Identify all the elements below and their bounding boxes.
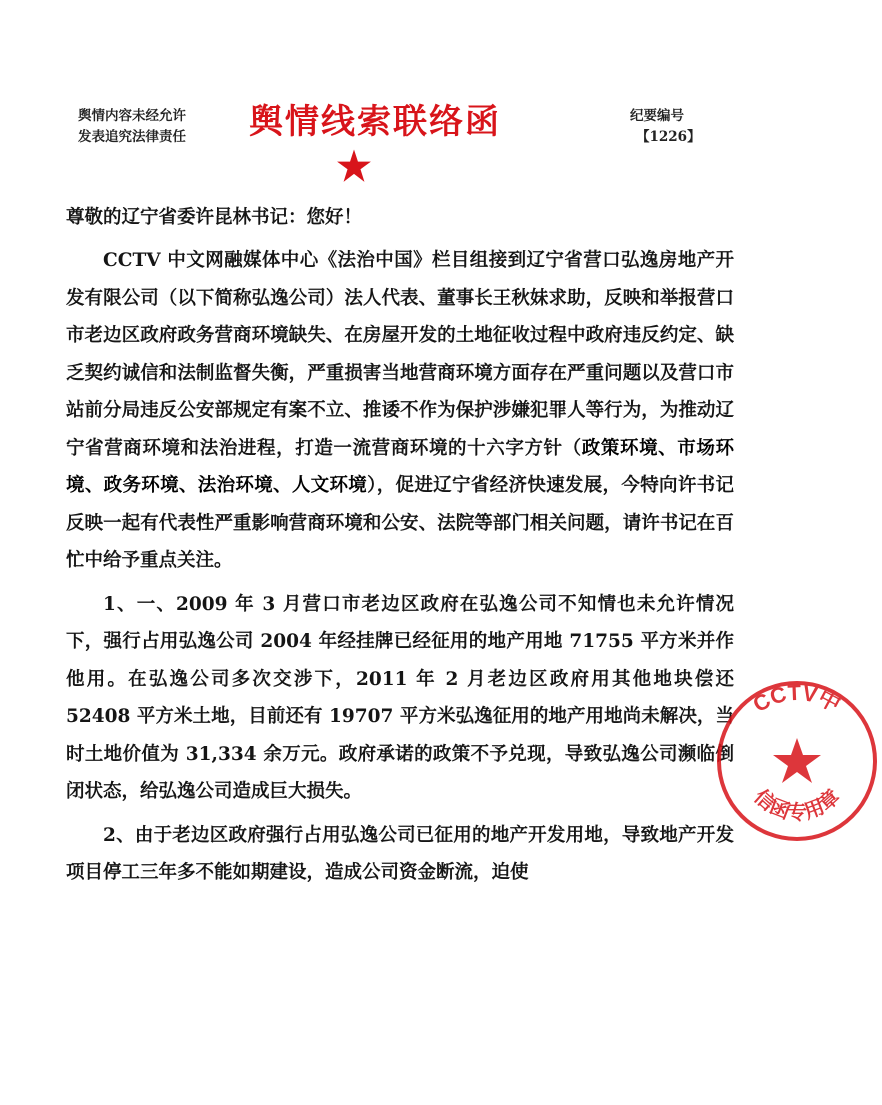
paragraph-3: 2、由于老边区政府强行占用弘逸公司已征用的地产开发用地，导致地产开发项目停工三年多不能如期建设，造成公司资金断流，迫使: [66, 824, 734, 883]
seal-top-text: CCTV中: [748, 679, 845, 718]
paragraph-1: [66, 242, 734, 580]
serial-number: 【1226】: [636, 129, 701, 145]
letter-body: [66, 200, 734, 892]
red-star-icon: [336, 148, 372, 184]
svg-text:CCTV中: [748, 680, 844, 717]
copyright-notice: [78, 106, 223, 148]
paragraph-1-part-b: ），促进辽宁省经济快速发展，今特向许书记反映一起有代表性严重影响营商环境和公安、法院等部门相关问题，请许书记在百忙中给予重点关注。: [66, 475, 734, 571]
greeting: 尊敬的辽宁省委许昆林书记：您好！: [66, 207, 363, 228]
sixteen-character-policy: 政策环境、市场环境、政务环境、法治环境、人文环境: [66, 437, 734, 496]
seal-star-icon: [773, 738, 821, 783]
paragraph-1-part-a: CCTV 中文网融媒体中心《法治中国》栏目组接到辽宁省营口弘逸房地产开发有限公司（以下简称弘逸公司）法人代表、董事长王秋妹求助，反映和举报营口市老边区政府政务营商环境缺失、在房屋开发的土地征收过程中政府违反约定、缺乏契约诚信和法制监督失衡，严重损害当地营商环境方面存在严重问题以及营口市站前分局违反公安部规定有案不立、推诿不作为保护涉嫌犯罪人等行为，为推动辽宁省营商环境和法治进程，打造一流营商环境的十六字方针（: [66, 250, 734, 459]
official-seal: [712, 676, 882, 846]
notice-line-1: 舆情内容未经允许: [78, 108, 186, 124]
notice-line-2: 发表追究法律责任: [78, 129, 186, 145]
seal-bottom-text: 信函专用章: [749, 784, 845, 824]
serial-block: [630, 106, 730, 148]
paragraph-2: 1、一、2009 年 3 月营口市老边区政府在弘逸公司不知情也未允许情况下，强行占用弘逸公司 2004 年经挂牌已经征用的地产用地 71755 平方米并作他用。在弘逸公司多次交涉下，2011 年 2 月老边区政府用其他地块偿还 52408 平方米土地，目前还有 19707 平方米弘逸征用的地产用地尚未解决，当时土地价值为 31,334 余万元。政府承诺的政策不予兑现，导致弘逸公司濒临倒闭状态，给弘逸公司造成巨大损失。: [66, 593, 734, 802]
svg-text:信函专用章: [750, 784, 845, 824]
document-title: 舆情线索联络函: [249, 102, 501, 142]
serial-label: 纪要编号: [630, 108, 684, 124]
